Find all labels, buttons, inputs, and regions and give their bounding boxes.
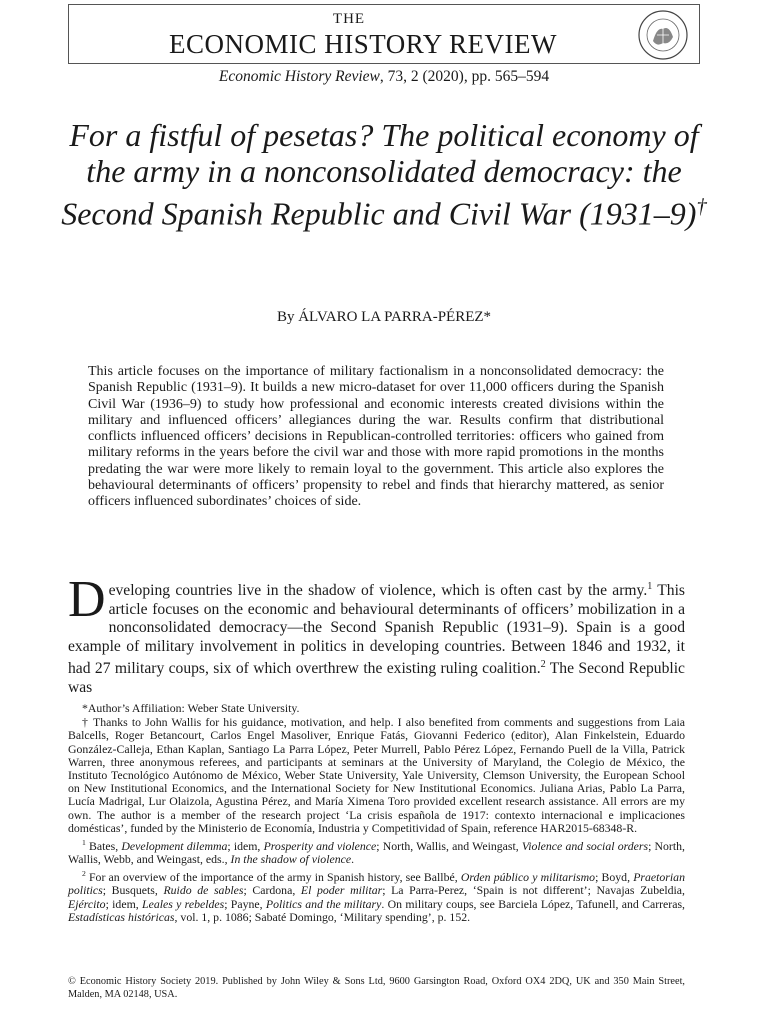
footnote-1-number: 1 — [82, 838, 86, 848]
fn2-text: ; idem, — [105, 896, 143, 911]
body-part-2: This article focuses on the economic and behavioural determinants of officers’ mobilization in a nonconsolidated democracy—the Second Spanish Republic (1931–9). Spain is a good example of military involvement in politics in developing countries. Between 1846 and 1932, it had 27 military coups, six of which overthrew the existing ruling coalition. — [68, 582, 685, 678]
fn2-cite: Ejército — [68, 896, 106, 911]
journal-masthead — [68, 4, 700, 64]
footnote-ref-2[interactable]: 2 — [540, 659, 546, 671]
fn2-text: . On military coups, see Barciela López, Tafunell, and Carreras, — [381, 896, 685, 911]
fn2-text: ; Payne, — [224, 896, 266, 911]
fn2-cite: Leales y rebeldes — [142, 896, 225, 911]
fn2-cite: Praetorian politics — [68, 870, 685, 898]
masthead-the: THE — [332, 11, 366, 27]
fn2-cite: Orden público y militarismo — [460, 870, 596, 885]
footnote-affiliation: *Author’s Affiliation: Weber State University. — [82, 701, 300, 715]
drop-cap: D — [68, 571, 106, 628]
citation-journal: Economic History Review — [218, 68, 380, 85]
footnote-1 — [68, 836, 685, 866]
author-byline — [0, 309, 768, 326]
fn2-text: ; Busquets, — [102, 883, 164, 898]
author-footnote-mark: * — [483, 309, 492, 325]
abstract: This article focuses on the importance of military factionalism in a nonconsolidated democracy: the Spanish Republic (1931–9). It builds a new micro-dataset for over 11,000 officers during the Spanish Civil War (1936–9) to study how professional and economic interests created divisions within the military and influenced officers’ allegiances during the war. Results confirm that distributional conflicts influenced officers’ decisions in Republican-controlled territories: officers who gained from military reforms in the years before the civil war and those with more rapid promotions in the months predating the war were more likely to remain loyal to the government. This article also explores the behavioural determinants of officers’ propensity to rebel and finds that hierarchy mattered, as senior officers influenced subordinates’ choices of side. — [88, 364, 664, 510]
article-title — [60, 117, 708, 232]
fn1-text: . — [351, 852, 355, 867]
body-text — [68, 571, 685, 697]
footnotes — [68, 702, 685, 925]
article-citation — [0, 68, 768, 86]
footnote-ref-1[interactable]: 1 — [647, 581, 653, 592]
fn1-text: ; idem, — [227, 838, 264, 853]
body-part-3: The Second Republic was — [68, 660, 685, 696]
fn2-cite: Politics and the military — [265, 896, 382, 911]
fn2-cite: Ruido de sables — [163, 883, 244, 898]
fn1-cite: Prosperity and violence — [263, 838, 377, 853]
fn2-text: ; La Parra-Perez, ‘Spain is not different’; Navajas Zubeldia, — [382, 883, 685, 898]
fn1-text: ; North, Wallis, and Weingast, — [376, 838, 522, 853]
citation-details: , 73, 2 (2020), pp. 565–594 — [379, 68, 550, 85]
fn1-cite: Violence and social orders — [521, 838, 649, 853]
copyright-notice: © Economic History Society 2019. Published by John Wiley & Sons Ltd, 9600 Garsington Road, Oxford OX4 2DQ, UK and 350 Main Street, Malden, MA 02148, USA. — [68, 976, 685, 1000]
title-text: For a fistful of pesetas? The political economy of the army in a nonconsolidated democracy: the Second Spanish Republic and Civil War (1931–9) — [61, 117, 699, 232]
fn2-text: ; Cardona, — [243, 883, 301, 898]
byline-prefix: By — [276, 309, 299, 325]
journal-name: ECONOMIC HISTORY REVIEW — [169, 29, 557, 59]
fn2-text: ; Boyd, — [595, 870, 634, 885]
society-seal-icon — [637, 9, 689, 61]
footnote-2 — [68, 867, 685, 924]
fn2-cite: El poder militar — [300, 883, 383, 898]
title-footnote-mark: † — [696, 195, 707, 218]
fn1-cite: In the shadow of violence — [230, 852, 352, 867]
fn1-cite: Development dilemma — [121, 838, 228, 853]
body-part-1: eveloping countries live in the shadow of violence, which is often cast by the army. — [108, 582, 648, 600]
footnote-2-number: 2 — [82, 869, 86, 879]
fn2-cite: Estadísticas históricas — [68, 909, 175, 924]
fn2-text: , vol. 1, p. 1086; Sabaté Domingo, ‘Military spending’, p. 152. — [174, 909, 471, 924]
fn1-text: Bates, — [85, 838, 122, 853]
fn1-text: ; North, Wallis, Webb, and Weingast, eds., — [68, 838, 685, 867]
author-name: ÁLVARO LA PARRA-PÉREZ — [298, 309, 484, 325]
footnote-thanks: † Thanks to John Wallis for his guidance, motivation, and help. I also benefited from comments and suggestions from Laia Balcells, Roger Betancourt, Carlos Engel Masoliver, Enrique Fatás, Giovanni Federico (editor), Alan Finkelstein, Eduardo González-Calleja, Ethan Kaplan, Santiago La Parra López, Peter Murrell, Pablo Pérez López, Fernando Puell de la Villa, Patrick Warren, three anonymous referees, and participants at seminars at the University of Maryland, the Colegio de México, the Instituto Tecnológico Autónomo de México, Weber State University, Yale University, Clemson University, the European School on New Institutional Economics, and the International Society for New Institutional Economics. Juliana Arias, Pablo La Parra, Lucía Madrigal, Lur Olaizola, Agustina Pérez, and María Ximena Toro provided excellent research assistance. All errors are my own. The author is a member of the research project ‘La crisis española de 1917: contexto internacional e implicaciones domésticas’, funded by the Ministerio de Economía, Industria y Competitividad of Spain, reference HAR2015-68348-R. — [68, 715, 685, 835]
fn2-text: For an overview of the importance of the army in Spanish history, see Ballbé, — [85, 870, 461, 885]
